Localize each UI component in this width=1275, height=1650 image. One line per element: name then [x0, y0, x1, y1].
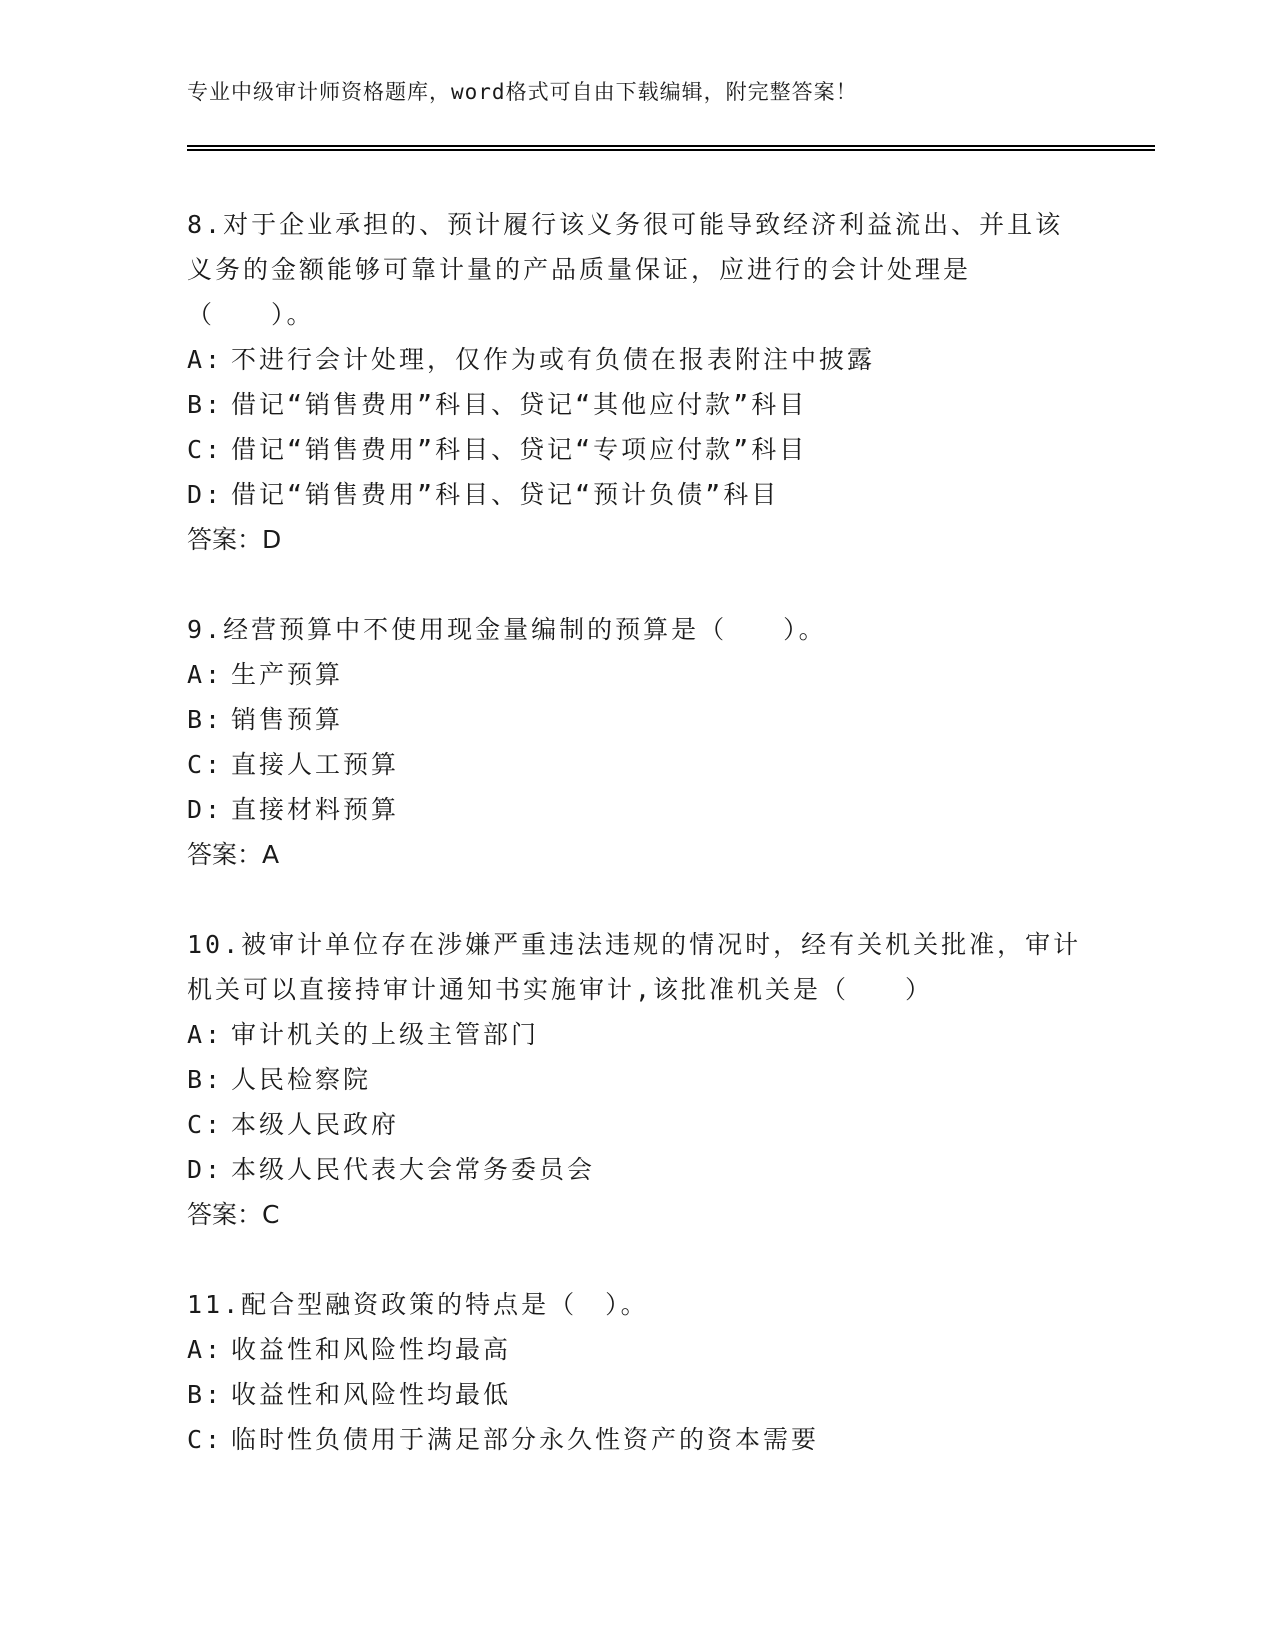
option-text: 收益性和风险性均最低 — [231, 1380, 512, 1409]
option-d — [187, 472, 1087, 517]
question-11 — [187, 1282, 1087, 1462]
option-text: 人民检察院 — [231, 1065, 372, 1094]
option-text: 临时性负债用于满足部分永久性资产的资本需要 — [231, 1425, 820, 1454]
option-letter: B: — [187, 1380, 224, 1409]
option-letter: C: — [187, 750, 224, 779]
option-d — [187, 787, 1087, 832]
option-letter: A: — [187, 1020, 224, 1049]
option-text: 收益性和风险性均最高 — [231, 1335, 512, 1364]
option-text: 本级人民代表大会常务委员会 — [231, 1155, 596, 1184]
option-b — [187, 1057, 1087, 1102]
option-c — [187, 427, 1087, 472]
option-text: 销售预算 — [231, 705, 344, 734]
option-c — [187, 1417, 1087, 1462]
option-letter: C: — [187, 1425, 224, 1454]
option-a — [187, 1327, 1087, 1372]
option-text: 不进行会计处理，仅作为或有负债在报表附注中披露 — [231, 345, 876, 374]
option-c — [187, 742, 1087, 787]
question-list — [187, 202, 1087, 1507]
question-stem: 9.经营预算中不使用现金量编制的预算是（ ）。 — [187, 615, 827, 644]
option-text: 借记“销售费用”科目、贷记“专项应付款”科目 — [231, 435, 808, 464]
option-letter: B: — [187, 705, 224, 734]
question-stem: 11.配合型融资政策的特点是（ ）。 — [187, 1290, 649, 1319]
question-stem: 10.被审计单位存在涉嫌严重违法违规的情况时，经有关机关批准，审计机关可以直接持审计通知书实施审计,该批准机关是（ ） — [187, 930, 1082, 1004]
option-b — [187, 382, 1087, 427]
option-text: 审计机关的上级主管部门 — [231, 1020, 540, 1049]
option-letter: A: — [187, 345, 224, 374]
header-divider — [187, 145, 1155, 147]
option-letter: C: — [187, 1110, 224, 1139]
option-text: 借记“销售费用”科目、贷记“其他应付款”科目 — [231, 390, 808, 419]
answer: 答案：A — [187, 840, 280, 869]
option-letter: D: — [187, 1155, 224, 1184]
option-a — [187, 652, 1087, 697]
option-letter: A: — [187, 660, 224, 689]
option-b — [187, 1372, 1087, 1417]
option-text: 生产预算 — [231, 660, 344, 689]
answer: 答案：C — [187, 1200, 280, 1229]
header-divider-second — [187, 149, 1155, 151]
option-a — [187, 1012, 1087, 1057]
question-stem: 8.对于企业承担的、预计履行该义务很可能导致经济利益流出、并且该义务的金额能够可靠计量的产品质量保证，应进行的会计处理是（ ）。 — [187, 210, 1064, 329]
option-letter: B: — [187, 390, 224, 419]
option-letter: A: — [187, 1335, 224, 1364]
option-letter: B: — [187, 1065, 224, 1094]
option-text: 直接材料预算 — [231, 795, 400, 824]
option-text: 本级人民政府 — [231, 1110, 400, 1139]
answer: 答案：D — [187, 525, 282, 554]
option-d — [187, 1147, 1087, 1192]
option-b — [187, 697, 1087, 742]
option-a — [187, 337, 1087, 382]
question-10 — [187, 922, 1087, 1237]
question-9 — [187, 607, 1087, 877]
option-letter: D: — [187, 795, 224, 824]
option-letter: C: — [187, 435, 224, 464]
question-8 — [187, 202, 1087, 562]
option-text: 直接人工预算 — [231, 750, 400, 779]
option-letter: D: — [187, 480, 224, 509]
option-text: 借记“销售费用”科目、贷记“预计负债”科目 — [231, 480, 780, 509]
option-c — [187, 1102, 1087, 1147]
page-header: 专业中级审计师资格题库，word格式可自由下载编辑，附完整答案！ — [187, 80, 858, 104]
